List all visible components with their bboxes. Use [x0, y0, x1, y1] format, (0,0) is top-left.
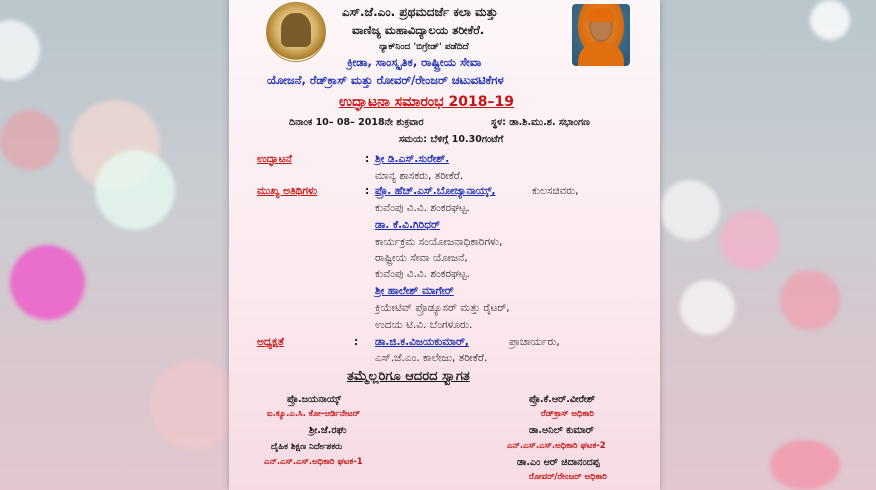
bokeh-light	[780, 270, 840, 330]
organiser-right3-name: ಡಾ.ಎಂ ಆರ್ ಚಿದಾನಂದಪ್ಪ	[517, 457, 600, 468]
organiser-right1-name: ಪ್ರೊ.ಕೆ.ಆರ್.ವೀರೇಶ್	[529, 394, 596, 405]
bokeh-light	[0, 110, 60, 170]
bokeh-light	[680, 280, 735, 335]
college-emblem-icon	[266, 2, 326, 62]
event-date: ದಿನಾಂಕ 10– 08– 2018ನೇ ಶುಕ್ರವಾರ	[289, 117, 424, 128]
organiser-left2-role2: ಎನ್.ಎಸ್.ಎಸ್.ಅಧಿಕಾರಿ ಘಟಕ-1	[264, 457, 363, 467]
president-label: ಅಧ್ಯಕ್ಷತೆ	[257, 336, 284, 348]
guest3-desc2: ಉದಯ ಟಿ.ವಿ. ಬೆಂಗಳೂರು.	[375, 319, 473, 331]
bokeh-light	[810, 0, 850, 40]
inaugurator-desc: ಮಾನ್ಯ ಶಾಸಕರು, ತರೀಕೆರೆ.	[375, 170, 464, 182]
organiser-right2-name: ಡಾ.ಅನಿಲ್ ಕುಮಾರ್	[529, 425, 594, 436]
bokeh-light	[720, 210, 780, 270]
inaugurator-label: ಉದ್ಘಾಟನೆ	[257, 153, 292, 165]
college-name-line1: ಎಸ್.ಜೆ.ಎಂ. ಪ್ರಥಮದರ್ಜೆ ಕಲಾ ಮತ್ತು	[342, 5, 498, 19]
naac-grade: ನ್ಯಾಕ್‌ನಿಂದ 'ಬಿಗ್ರೇಡ್' ಪಡೆದಿದೆ	[379, 42, 469, 52]
guest2-desc1: ಕಾರ್ಯಕ್ರಮ ಸಂಯೋಜನಾಧಿಕಾರಿಗಳು,	[375, 236, 503, 248]
organiser-left1-name: ಪ್ರೊ.ಜಯನಾಯ್ಕ್	[287, 394, 341, 405]
event-venue: ಸ್ಥಳ: ಡಾ.ಶಿ.ಮು.ಶ. ಸಭಾಂಗಣ	[491, 117, 590, 128]
guest1-desc1: ಕುಲಸಚಿವರು,	[532, 185, 579, 197]
college-name-line2: ವಾಣಿಜ್ಯ ಮಹಾವಿದ್ಯಾಲಯ ತರೀಕೆರೆ.	[352, 23, 485, 37]
president-name: ಡಾ.ಜಿ.ಕ.ವಿಜಯಕುಮಾರ್,	[375, 336, 469, 348]
event-title: ಉದ್ಘಾಟನಾ ಸಮಾರಂಭ 2018–19	[339, 94, 514, 110]
organiser-right1-role: ರೆಡ್‌ಕ್ರಾಸ್ ಅಧಿಕಾರಿ	[541, 409, 594, 419]
guest2-name: ಡಾ. ಕೆ.ವಿ.ಗಿರಿಧರ್	[375, 219, 440, 231]
activities-line2: ಯೋಜನೆ, ರೆಡ್‌ಕ್ರಾಸ್ ಮತ್ತು ರೋವರ್/ರೇಂಜರ್ ಚಟುವಟಿಕೆಗಳ	[267, 73, 504, 87]
bokeh-light	[150, 360, 240, 450]
swamiji-photo	[572, 4, 630, 66]
organiser-left1-role: ಐ.ಕ್ಯೂ.ಎ.ಸಿ. ಕೋ-ಆರ್ಡಿನೇಟರ್	[267, 409, 361, 419]
bokeh-light	[10, 245, 85, 320]
guest2-desc3: ಕುವೆಂಪು ವಿ.ವಿ. ಶಂಕರಘಟ್ಟ.	[375, 268, 470, 280]
bokeh-light	[770, 440, 840, 490]
bokeh-light	[0, 20, 40, 80]
welcome-heading: ತಮ್ಮೆಲ್ಲರಿಗೂ ಆದರದ ಸ್ವಾಗತ	[347, 369, 470, 384]
inaugurator-colon: :	[365, 153, 370, 165]
president-desc2: ಎಸ್.ಜೆ.ಎಂ. ಕಾಲೇಜು, ತರೀಕೆರೆ.	[375, 352, 488, 364]
guest1-name: ಪ್ರೊ. ಹೆಚ್.ಎಸ್.ಬೋಜ್ಯಾನಾಯ್ಕ್,	[375, 185, 496, 197]
guests-colon: :	[365, 185, 370, 197]
guest2-desc2: ರಾಷ್ಟ್ರೀಯ ಸೇವಾ ಯೋಜನೆ,	[375, 252, 468, 264]
president-colon: :	[354, 336, 359, 348]
organiser-left2-role1: ದೈಹಿಕ ಶಿಕ್ಷಣ ನಿರ್ದೇಶಕರು	[271, 442, 343, 452]
organiser-right2-role: ಎನ್.ಎಸ್.ಎಸ್.ಅಧಿಕಾರಿ ಘಟಕ-2	[507, 441, 606, 451]
guest3-desc1: ಕ್ರಿಯೇಟಿವ್ ಪ್ರೊಡ್ಯೂಸರ್ ಮತ್ತು ರೈಟರ್,	[375, 302, 510, 314]
president-desc1: ಪ್ರಾಚಾರ್ಯರು,	[509, 336, 560, 348]
guest3-name: ಶ್ರೀ ಹಾಲೇಶ್ ಮಾಗೇರ್	[375, 285, 454, 297]
activities-line1: ಕ್ರೀಡಾ, ಸಾಂಸ್ಕೃತಿಕ, ರಾಷ್ಟ್ರೀಯ ಸೇವಾ	[347, 55, 482, 69]
event-time: ಸಮಯ: ಬೆಳಿಗ್ಗೆ 10.30ಗಂಟೆಗೆ	[399, 134, 504, 145]
guest1-desc2: ಕುವೆಂಪು ವಿ.ವಿ. ಶಂಕರಘಟ್ಟ.	[375, 202, 470, 214]
guests-label: ಮುಖ್ಯ ಅತಿಥಿಗಳು	[257, 185, 318, 197]
bokeh-light	[660, 180, 720, 240]
organiser-right3-role: ರೋವರ್/ರೇಂಜರ್ ಅಧಿಕಾರಿ	[529, 472, 607, 482]
bokeh-light	[95, 150, 175, 230]
organiser-left2-name: ಶ್ರೀ.ಜೆ.ರಘು	[309, 425, 347, 436]
inaugurator-name: ಶ್ರೀ ಡಿ.ಎಸ್.ಸುರೇಶ್.	[375, 153, 450, 165]
invitation-card	[229, 0, 660, 490]
